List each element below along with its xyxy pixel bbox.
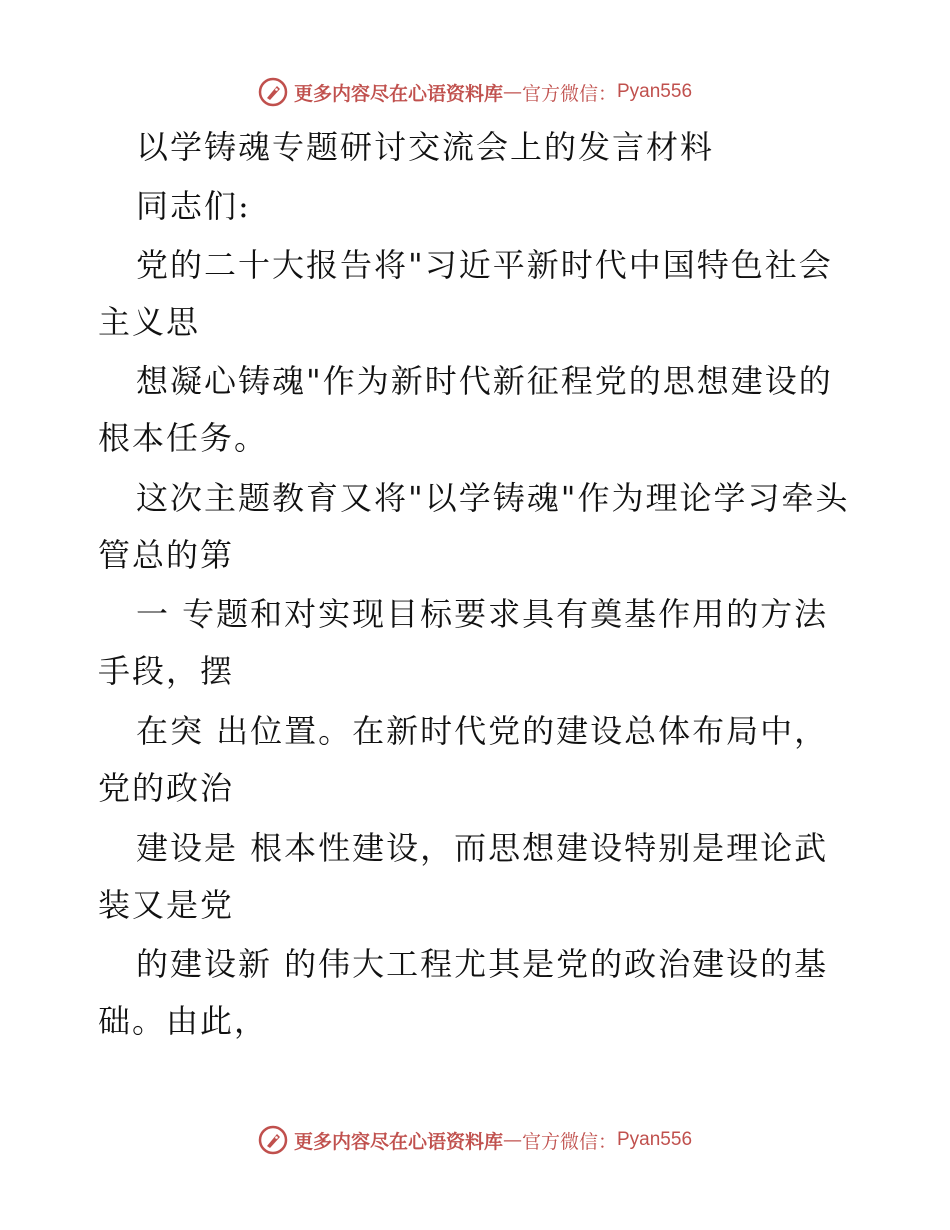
banner-separator: — xyxy=(502,81,522,103)
paragraph-line: 装又是党 xyxy=(98,886,235,924)
banner-separator: — xyxy=(502,1129,522,1151)
paragraph-line: 的建设新 的伟大工程尤其是党的政治建设的基 xyxy=(136,945,829,983)
document-title: 以学铸魂专题研讨交流会上的发言材料 xyxy=(136,128,715,166)
banner-contact-id: Pyan556 xyxy=(617,1129,693,1150)
paragraph-line: 在突 出位置。在新时代党的建设总体布局中， xyxy=(136,712,829,750)
salutation: 同志们: xyxy=(136,187,251,225)
paragraph-line: 础。由此， xyxy=(98,1002,269,1040)
paragraph-line: 建设是 根本性建设，而思想建设特别是理论武 xyxy=(136,829,829,867)
paragraph-line: 管总的第 xyxy=(98,536,235,574)
banner-site-text: 更多内容尽在心语资料库 xyxy=(293,1130,503,1153)
banner-contact-id: Pyan556 xyxy=(617,81,693,102)
paragraph-line: 根本任务。 xyxy=(98,419,269,457)
pen-nib-circle-icon xyxy=(258,1125,288,1155)
paragraph-line: 一 专题和对实现目标要求具有奠基作用的方法 xyxy=(136,595,829,633)
footer-banner xyxy=(0,1120,950,1160)
banner-contact-label: 官方微信： xyxy=(521,1130,617,1153)
banner-site-text: 更多内容尽在心语资料库 xyxy=(293,82,503,105)
paragraph-line: 手段，摆 xyxy=(98,652,235,690)
paragraph-line: 想凝心铸魂"作为新时代新征程党的思想建设的 xyxy=(136,362,833,400)
banner-contact-label: 官方微信： xyxy=(521,82,617,105)
paragraph-line: 这次主题教育又将"以学铸魂"作为理论学习牵头 xyxy=(136,479,850,517)
pen-nib-circle-icon xyxy=(258,77,288,107)
paragraph-line: 党的政治 xyxy=(98,769,235,807)
header-banner xyxy=(0,72,950,112)
paragraph-line: 主义思 xyxy=(98,303,201,341)
paragraph-line: 党的二十大报告将"习近平新时代中国特色社会 xyxy=(136,246,833,284)
